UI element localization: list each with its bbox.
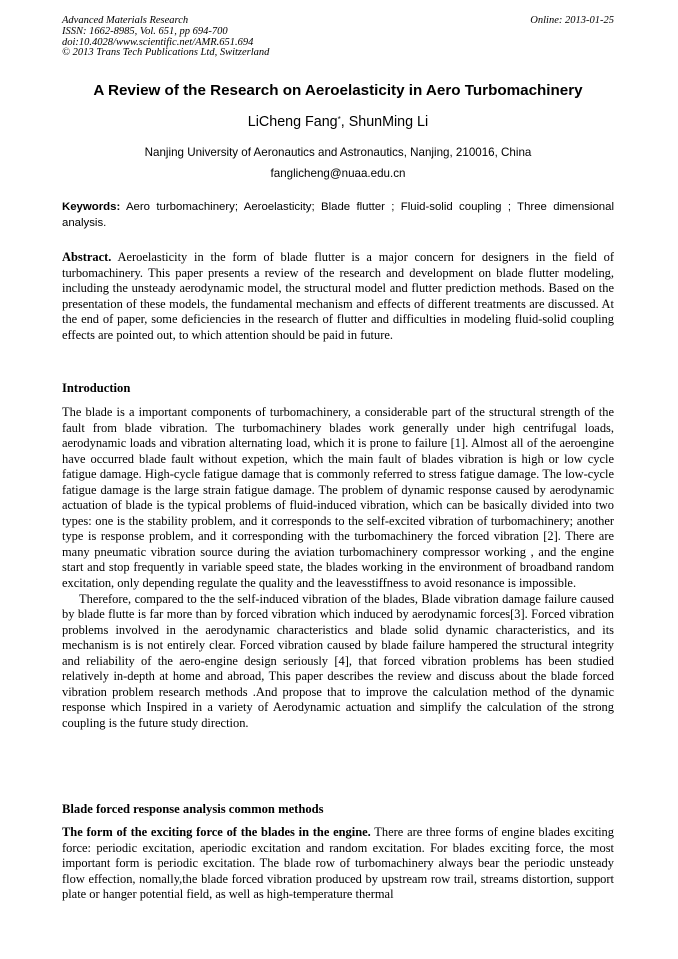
- paragraph: The blade is a important components of turbomachinery, a considerable part of the structural strength of the fault from blade vibration. The turbomachinery blades work generally under high centrifugal loads, aerodynamic loads and vibration alternating load, which it is prone to failure [1]. Almost all of the aeroengine have occurred blade fault without expetion, which the main fault of blades vibration is high or low cycle fatigue damage. High-cycle fatigue damage that is commonly referred to stress fatigue damage. The low-cycle fatigue damage is the large strain fatigue damage. The problem of dynamic response caused by aerodynamic actuation of blade is the typical problems of fluid-induced vibration, which can be basically divided into two types: one is the stability problem, and it corresponds to the self-excited vibration of turbomachinery; another type is response problem, and it corresponding with the turbomachinery the forced vibration [2]. There are many pneumatic vibration source during the aviation turbomachinery compressor working , and the engine start and stop frequently in variable speed state, the blades working in the environment of broadband random excitation, only depending regulate the quality and the leavesstiffness to avoid resonance is impossible.: [62, 405, 614, 591]
- section-heading-blade-forced-response: Blade forced response analysis common methods: [62, 802, 324, 816]
- author-name: ShunMing Li: [348, 114, 429, 130]
- corresponding-author-mark: *: [337, 115, 341, 124]
- abstract: [62, 250, 614, 343]
- author-separator: ,: [340, 114, 349, 130]
- keywords-label: Keywords:: [62, 201, 121, 213]
- paper-title: A Review of the Research on Aeroelasticity in Aero Turbomachinery: [93, 82, 583, 99]
- abstract-text: Aeroelasticity in the form of blade flutter is a major concern for designers in the field of turbomachinery. This paper presents a review of the research and development on blade flutter modeling, including the unsteady aerodynamic model, the structural model and flutter prediction methods. Based on the presentation of these models, the fundamental mechanism and effects of different treatments are discussed. At the end of paper, some deficiencies in the research of flutter and difficulties in modeling fluid-solid coupling effects are pointed out, to which attention should be paid in future.: [62, 250, 614, 342]
- online-date: Online: 2013-01-25: [530, 15, 614, 26]
- keywords-text: Aero turbomachinery; Aeroelasticity; Blade flutter ; Fluid-solid coupling ; Three dimensional analysis.: [62, 201, 614, 229]
- author-line: [62, 113, 614, 131]
- journal-header: [62, 16, 269, 59]
- subsection-label: The form of the exciting force of the blades in the engine.: [62, 825, 371, 839]
- author-name: LiCheng Fang: [247, 114, 338, 130]
- affiliation: Nanjing University of Aeronautics and Astronautics, Nanjing, 210016, China: [144, 146, 532, 159]
- doi-line[interactable]: doi:10.4028/www.scientific.net/AMR.651.694: [62, 36, 254, 48]
- paragraph: There are three forms of engine blades exciting force: periodic excitation, aperiodic excitation and random excitation. For blades exciting force, the most important form is periodic excitation. The blade row of turbomachinery always bear the periodic unsteady flow effection, nomally,the blade forced vibration produced by upstream row trail, streams distortion, support plate or hanger potential field, as well as high-temperature thermal: [62, 825, 614, 902]
- copyright-line: © 2013 Trans Tech Publications Ltd, Switzerland: [62, 47, 270, 59]
- section-heading-introduction: Introduction: [62, 381, 131, 395]
- journal-name: Advanced Materials Research: [62, 15, 189, 26]
- blade-section-body: [62, 825, 614, 903]
- abstract-label: Abstract.: [62, 250, 112, 264]
- keywords: [62, 200, 614, 231]
- author-email[interactable]: fanglicheng@nuaa.edu.cn: [270, 167, 406, 180]
- issn-line: ISSN: 1662-8985, Vol. 651, pp 694-700: [62, 25, 228, 37]
- paragraph: Therefore, compared to the the self-induced vibration of the blades, Blade vibration damage failure caused by blade flutte is far more than by forced vibration which induced by aerodynamic forces[3]. Forced vibration problems involved in the aerodynamic characteristics and blade solid dynamic characteristics, and its mechanism is is not entirely clear. Forced vibration caused by blade failure hampered the structural integrity and reliability of the aero-engine design seriously [4], that forced vibration problems has been studied relatively in-depth at home and abroad, This paper describes the review and discuss about the blade forced vibration problem research methods .And propose that to improve the calculation method of the dynamic response which Inspired in a variety of Aerodynamic actuation and simplify the calculation of the strong coupling is the future study direction.: [62, 591, 614, 730]
- introduction-body: [62, 405, 614, 731]
